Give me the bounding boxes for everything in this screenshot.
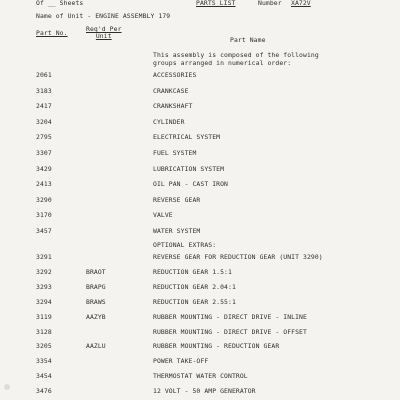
part-name: RUBBER MOUNTING - DIRECT DRIVE - INLINE [153, 312, 307, 321]
part-number: 3307 [36, 149, 52, 157]
part-number: 3290 [36, 195, 52, 204]
qty-code: BRAOT [86, 267, 106, 276]
optional-extras-heading: OPTIONAL EXTRAS: [153, 241, 217, 249]
part-name: REDUCTION GEAR 2.04:1 [153, 282, 236, 291]
sheets-label: Of __ Sheets [36, 0, 84, 7]
part-name: RUBBER MOUNTING - DIRECT DRIVE - OFFSET [153, 327, 307, 336]
part-name: 12 VOLT - 50 AMP GENERATOR [153, 387, 256, 396]
part-number: 3205 [36, 342, 52, 351]
part-number: 3183 [36, 86, 52, 95]
part-number: 3292 [36, 267, 52, 276]
part-name: CYLINDER [153, 117, 185, 126]
document-title: PARTS LIST [196, 0, 236, 7]
part-number: 2413 [36, 180, 52, 189]
part-number: 3476 [36, 387, 52, 396]
part-name: FUEL SYSTEM [153, 149, 197, 157]
part-number: 3354 [36, 357, 52, 366]
part-name: POWER TAKE-OFF [153, 357, 209, 366]
part-number: 3291 [36, 253, 52, 261]
part-number: 3429 [36, 164, 52, 173]
part-name: REVERSE GEAR [153, 195, 201, 204]
qty-code: AAZYB [86, 312, 106, 321]
part-name: REVERSE GEAR FOR REDUCTION GEAR (UNIT 3290) [153, 253, 323, 261]
part-name-header: Part Name [230, 36, 266, 44]
part-number: 3170 [36, 211, 52, 220]
part-name: THERMOSTAT WATER CONTROL [153, 372, 248, 381]
part-number: 3119 [36, 312, 52, 321]
qty-code: BRAWS [86, 297, 106, 306]
reqd-per-unit-header: Req'd Per Unit [86, 25, 122, 40]
part-number: 3128 [36, 327, 52, 336]
part-name: VALVE [153, 211, 173, 220]
part-name: ACCESSORIES [153, 71, 197, 79]
part-number: 3294 [36, 297, 52, 306]
part-number: 2795 [36, 133, 52, 142]
qty-code: AAZLU [86, 342, 106, 351]
punch-hole [4, 384, 10, 390]
part-name: REDUCTION GEAR 2.55:1 [153, 297, 236, 306]
part-name: CRANKCASE [153, 86, 189, 95]
part-name: OIL PAN - CAST IRON [153, 180, 229, 189]
part-name: CRANKSHAFT [153, 102, 193, 111]
part-number: 3457 [36, 227, 52, 235]
part-number: 2417 [36, 102, 52, 111]
part-name: ELECTRICAL SYSTEM [153, 133, 221, 142]
part-number: 3293 [36, 282, 52, 291]
part-number: 2061 [36, 71, 52, 79]
part-name: WATER SYSTEM [153, 227, 201, 235]
part-name: REDUCTION GEAR 1.5:1 [153, 267, 232, 276]
part-no-header: Part No. [36, 29, 68, 37]
part-name: LUBRICATION SYSTEM [153, 164, 225, 173]
qty-code: BRAPG [86, 282, 106, 291]
number-value: XA72V [291, 0, 311, 7]
part-number: 3454 [36, 372, 52, 381]
intro-line-1: This assembly is composed of the following [153, 51, 319, 59]
intro-line-2: groups arranged in numerical order: [153, 59, 292, 67]
number-label: Number [258, 0, 282, 7]
part-name: RUBBER MOUNTING - REDUCTION GEAR [153, 342, 280, 351]
part-number: 3204 [36, 117, 52, 126]
unit-name: Name of Unit - ENGINE ASSEMBLY 179 [36, 12, 171, 20]
